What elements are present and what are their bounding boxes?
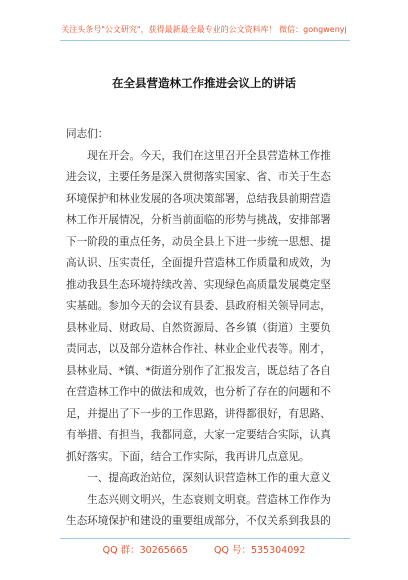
footer-qq-number: QQ 号：535304092 <box>213 545 306 556</box>
header-notice: 关注头条号"公文研究"，获得最新最全最专业的公文资料库！ 微信：gongwenyj <box>61 25 347 34</box>
section-heading-line: 一、提高政治站位，深刻认识营造林工作的重大意义 <box>66 472 331 484</box>
body-line: 环境保护和林业发展的各项决策部署，总结我县前期营造 <box>66 192 331 205</box>
header-divider <box>60 40 350 41</box>
body-line: 下一阶段的重点任务，动员全县上下进一步统一思想、提 <box>66 235 331 248</box>
body-line: 高认识、压实责任，全面提升营造林工作质量和成效，为 <box>66 257 331 269</box>
body-line: 有举措、有担当，我都同意，大家一定要结合实际，认真 <box>66 429 331 441</box>
body-line: 生态兴则文明兴，生态衰则文明衰。营造林工作作为 <box>66 493 331 506</box>
body-line: 实基础。参加今天的会议有县委、县政府相关领导同志， <box>66 300 331 312</box>
body-line: 县林业局、财政局、自然资源局、各乡镇（街道）主要负 <box>66 321 331 334</box>
footer-contact <box>0 542 408 556</box>
document-body <box>66 124 348 533</box>
footer-divider <box>60 538 350 539</box>
body-line: 现在开会。今天，我们在这里召开全县营造林工作推 <box>66 149 331 162</box>
body-line: 责同志，以及部分造林合作社、林业企业代表等。刚才， <box>66 343 331 355</box>
body-line: 进会议，主要任务是深入贯彻落实国家、省、市关于生态 <box>66 171 331 183</box>
body-line: 在营造林工作中的做法和成效，也分析了存在的问题和不 <box>66 386 331 398</box>
body-line: 推动我县生态环境持续改善、实现绿色高质量发展奠定坚 <box>66 278 331 291</box>
salutation-line: 同志们： <box>66 128 109 140</box>
body-line: 林工作开展情况，分析当前面临的形势与挑战，安排部署 <box>66 214 331 226</box>
footer-qq-group: QQ 群：30265665 <box>102 545 188 556</box>
body-line: 生态环境保护和建设的重要组成部分，不仅关系到我县的 <box>66 515 331 527</box>
body-line: 县林业局、*镇、*街道分别作了汇报发言，既总结了各自 <box>66 364 331 377</box>
document-title: 在全县营造林工作推进会议上的讲话 <box>112 76 296 90</box>
body-line: 抓好落实。下面，结合工作实际，我再讲几点意见。 <box>66 450 310 463</box>
body-line: 足，并提出了下一步的工作思路，讲得都很好，有思路、 <box>66 407 331 420</box>
